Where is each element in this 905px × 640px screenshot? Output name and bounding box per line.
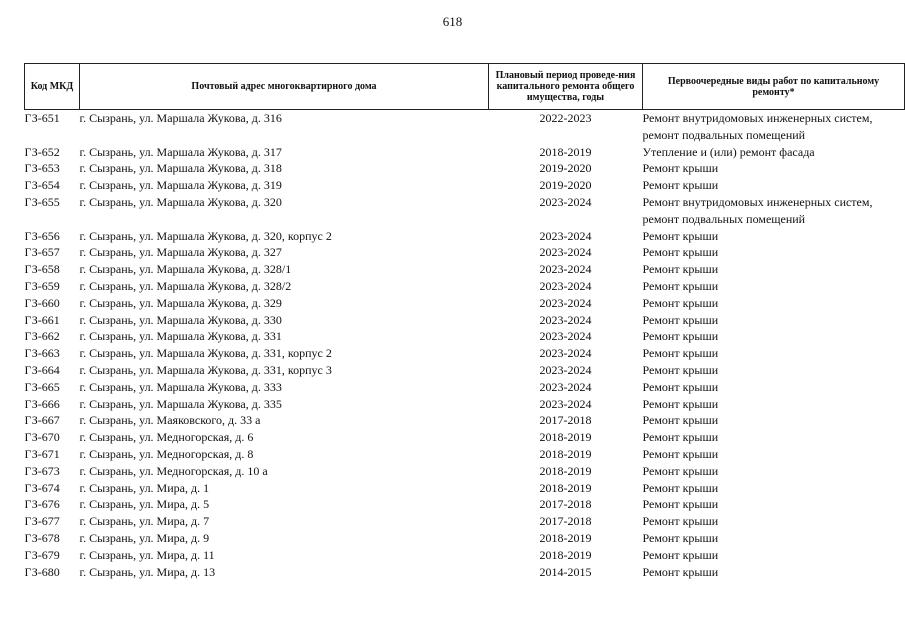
table-row [25, 547, 905, 564]
cell-period: 2018-2019 [539, 480, 592, 495]
cell-works [643, 412, 905, 429]
cell-address: г. Сызрань, ул. Маршала Жукова, д. 319 [79, 178, 282, 193]
cell-works [643, 362, 905, 379]
work-line: Ремонт крыши [642, 497, 719, 512]
cell-code: ГЗ-674 [24, 480, 60, 495]
cell-period: 2018-2019 [539, 144, 592, 159]
cell-code: ГЗ-670 [24, 430, 60, 445]
cell-works [643, 379, 905, 396]
work-line: Ремонт крыши [642, 329, 719, 344]
cell-works [643, 144, 905, 161]
cell-period: 2023-2024 [539, 329, 592, 344]
cell-address: г. Сызрань, ул. Маршала Жукова, д. 328/1 [79, 262, 292, 277]
cell-code: ГЗ-671 [24, 446, 60, 461]
cell-address: г. Сызрань, ул. Мира, д. 1 [79, 480, 210, 495]
cell-works [643, 244, 905, 261]
table-row [25, 110, 905, 144]
table-row [25, 362, 905, 379]
cell-works [643, 463, 905, 480]
work-line: Ремонт крыши [642, 262, 719, 277]
cell-code: ГЗ-662 [24, 329, 60, 344]
work-line: ремонт подвальных помещений [642, 127, 806, 142]
work-line: Ремонт крыши [642, 463, 719, 478]
cell-works [643, 194, 905, 228]
work-line: Утепление и (или) ремонт фасада [642, 144, 815, 159]
cell-address: г. Сызрань, ул. Маршала Жукова, д. 329 [79, 295, 282, 310]
cell-period: 2014-2015 [539, 564, 592, 579]
table-row [25, 345, 905, 362]
cell-code: ГЗ-657 [24, 245, 60, 260]
work-line: Ремонт крыши [642, 346, 719, 361]
cell-works [643, 480, 905, 497]
cell-period: 2023-2024 [539, 362, 592, 377]
cell-period: 2023-2024 [539, 295, 592, 310]
cell-works [643, 110, 905, 144]
cell-period: 2018-2019 [539, 430, 592, 445]
cell-code: ГЗ-659 [24, 278, 60, 293]
table-body [25, 110, 905, 581]
table-row [25, 429, 905, 446]
work-line: Ремонт крыши [642, 564, 719, 579]
cell-code: ГЗ-656 [24, 228, 60, 243]
cell-works [643, 429, 905, 446]
work-line: Ремонт крыши [642, 161, 719, 176]
cell-code: ГЗ-667 [24, 413, 60, 428]
cell-period: 2022-2023 [539, 111, 592, 125]
work-line: Ремонт крыши [642, 228, 719, 243]
cell-works [643, 261, 905, 278]
cell-period: 2017-2018 [539, 413, 592, 428]
table-row [25, 194, 905, 228]
work-line: Ремонт крыши [642, 480, 719, 495]
cell-works [643, 396, 905, 413]
work-line: Ремонт крыши [642, 514, 719, 529]
cell-address: г. Сызрань, ул. Маршала Жукова, д. 317 [79, 144, 282, 159]
cell-address: г. Сызрань, ул. Маршала Жукова, д. 316 [79, 111, 282, 125]
cell-address: г. Сызрань, ул. Маршала Жукова, д. 320, корпус 2 [79, 228, 332, 243]
column-header-code: Код МКД [25, 64, 80, 110]
cell-address: г. Сызрань, ул. Медногорская, д. 8 [79, 446, 254, 461]
cell-works [643, 530, 905, 547]
page-number: 618 [442, 14, 463, 29]
cell-period: 2018-2019 [539, 530, 592, 545]
cell-code: ГЗ-678 [24, 530, 60, 545]
cell-works [643, 513, 905, 530]
cell-code: ГЗ-652 [24, 144, 60, 159]
cell-works [643, 228, 905, 245]
cell-address: г. Сызрань, ул. Мира, д. 13 [79, 564, 216, 579]
cell-code: ГЗ-664 [24, 362, 60, 377]
work-line: Ремонт крыши [642, 295, 719, 310]
table-row [25, 446, 905, 463]
cell-period: 2023-2024 [539, 346, 592, 361]
cell-code: ГЗ-655 [24, 194, 60, 209]
cell-code: ГЗ-666 [24, 396, 60, 411]
cell-address: г. Сызрань, ул. Маршала Жукова, д. 331, корпус 3 [79, 362, 332, 377]
table-row [25, 513, 905, 530]
table-row [25, 278, 905, 295]
cell-address: г. Сызрань, ул. Маяковского, д. 33 а [79, 413, 261, 428]
cell-code: ГЗ-661 [24, 312, 60, 327]
table-row [25, 328, 905, 345]
cell-address: г. Сызрань, ул. Мира, д. 11 [79, 547, 215, 562]
cell-address: г. Сызрань, ул. Медногорская, д. 6 [79, 430, 254, 445]
table-row [25, 396, 905, 413]
table-row [25, 244, 905, 261]
cell-period: 2018-2019 [539, 446, 592, 461]
cell-address: г. Сызрань, ул. Маршала Жукова, д. 318 [79, 161, 282, 176]
cell-period: 2023-2024 [539, 194, 592, 209]
cell-code: ГЗ-651 [24, 111, 60, 125]
cell-works [643, 547, 905, 564]
cell-address: г. Сызрань, ул. Маршала Жукова, д. 327 [79, 245, 282, 260]
cell-address: г. Сызрань, ул. Медногорская, д. 10 а [79, 463, 268, 478]
cell-period: 2023-2024 [539, 245, 592, 260]
cell-period: 2017-2018 [539, 497, 592, 512]
table-row [25, 463, 905, 480]
work-line: Ремонт крыши [642, 547, 719, 562]
work-line: Ремонт крыши [642, 396, 719, 411]
table-row [25, 530, 905, 547]
table-row [25, 412, 905, 429]
table-header-row [25, 64, 905, 110]
table-row [25, 496, 905, 513]
cell-works [643, 446, 905, 463]
work-line: Ремонт крыши [642, 530, 719, 545]
work-line: Ремонт крыши [642, 430, 719, 445]
cell-period: 2018-2019 [539, 547, 592, 562]
cell-works [643, 160, 905, 177]
cell-address: г. Сызрань, ул. Маршала Жукова, д. 320 [79, 194, 282, 209]
cell-period: 2017-2018 [539, 514, 592, 529]
cell-address: г. Сызрань, ул. Мира, д. 9 [79, 530, 210, 545]
cell-code: ГЗ-660 [24, 295, 60, 310]
cell-period: 2023-2024 [539, 262, 592, 277]
cell-period: 2023-2024 [539, 312, 592, 327]
table-row [25, 160, 905, 177]
cell-code: ГЗ-680 [24, 564, 60, 579]
cell-period: 2023-2024 [539, 228, 592, 243]
work-line: Ремонт крыши [642, 178, 719, 193]
cell-works [643, 328, 905, 345]
cell-works [643, 295, 905, 312]
cell-period: 2023-2024 [539, 278, 592, 293]
table-row [25, 480, 905, 497]
work-line: Ремонт крыши [642, 245, 719, 260]
table-row [25, 295, 905, 312]
work-line: Ремонт крыши [642, 362, 719, 377]
cell-address: г. Сызрань, ул. Маршала Жукова, д. 333 [79, 379, 282, 394]
column-header-address: Почтовый адрес многоквартирного дома [80, 64, 489, 110]
table-row [25, 564, 905, 581]
table-row [25, 228, 905, 245]
work-line: ремонт подвальных помещений [642, 211, 806, 226]
work-line: Ремонт внутридомовых инженерных систем, [642, 111, 873, 125]
cell-works [643, 345, 905, 362]
cell-address: г. Сызрань, ул. Мира, д. 5 [79, 497, 210, 512]
cell-period: 2023-2024 [539, 379, 592, 394]
table-row [25, 144, 905, 161]
cell-address: г. Сызрань, ул. Маршала Жукова, д. 331 [79, 329, 282, 344]
cell-code: ГЗ-653 [24, 161, 60, 176]
work-line: Ремонт крыши [642, 312, 719, 327]
table-row [25, 177, 905, 194]
cell-code: ГЗ-665 [24, 379, 60, 394]
cell-address: г. Сызрань, ул. Маршала Жукова, д. 335 [79, 396, 282, 411]
cell-works [643, 312, 905, 329]
table-row [25, 261, 905, 278]
cell-address: г. Сызрань, ул. Маршала Жукова, д. 328/2 [79, 278, 292, 293]
cell-period: 2019-2020 [539, 161, 592, 176]
table-row [25, 379, 905, 396]
cell-code: ГЗ-676 [24, 497, 60, 512]
column-header-period: Плановый период проведе-ния капитального ремонта общего имущества, годы [489, 64, 643, 110]
cell-period: 2018-2019 [539, 463, 592, 478]
cell-address: г. Сызрань, ул. Мира, д. 7 [79, 514, 210, 529]
cell-address: г. Сызрань, ул. Маршала Жукова, д. 330 [79, 312, 282, 327]
cell-works [643, 177, 905, 194]
cell-code: ГЗ-677 [24, 514, 60, 529]
buildings-table [24, 63, 905, 580]
cell-code: ГЗ-663 [24, 346, 60, 361]
cell-code: ГЗ-658 [24, 262, 60, 277]
work-line: Ремонт крыши [642, 278, 719, 293]
cell-works [643, 564, 905, 581]
work-line: Ремонт внутридомовых инженерных систем, [642, 194, 873, 209]
cell-period: 2023-2024 [539, 396, 592, 411]
work-line: Ремонт крыши [642, 413, 719, 428]
cell-works [643, 496, 905, 513]
table-row [25, 312, 905, 329]
work-line: Ремонт крыши [642, 446, 719, 461]
cell-code: ГЗ-673 [24, 463, 60, 478]
cell-works [643, 278, 905, 295]
cell-address: г. Сызрань, ул. Маршала Жукова, д. 331, корпус 2 [79, 346, 332, 361]
column-header-works: Первоочередные виды работ по капитальному ремонту* [643, 64, 905, 110]
cell-code: ГЗ-654 [24, 178, 60, 193]
work-line: Ремонт крыши [642, 379, 719, 394]
cell-period: 2019-2020 [539, 178, 592, 193]
cell-code: ГЗ-679 [24, 547, 60, 562]
